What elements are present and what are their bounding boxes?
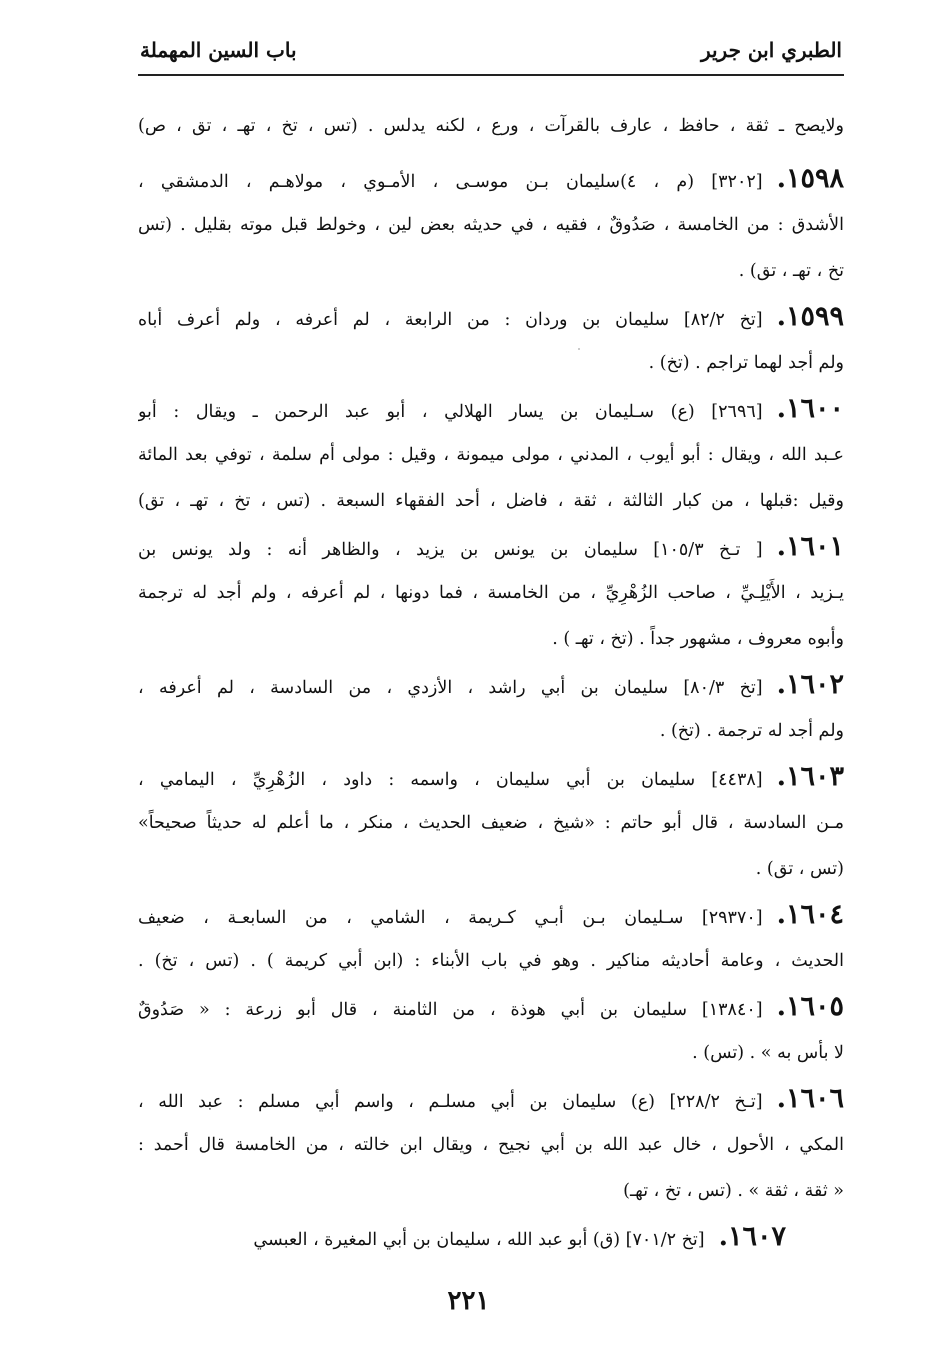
scan-speck (578, 348, 580, 350)
page-number: ٢٢١ (447, 1286, 490, 1316)
entry-number: ١٦٠٦. (776, 1083, 844, 1114)
entry-text: [ تـخ ١٠٥/٣] سليمان بن يونس بن يزيد ، والظاهر أنه : ولد يونس بن (138, 540, 763, 560)
entry-first-line (138, 754, 844, 800)
entry-number: ١٦٠٢. (776, 669, 844, 700)
entry-number: ١٦٠٠. (776, 393, 844, 424)
entry-number: ١٥٩٨. (776, 163, 844, 194)
entry-text: [تـخ ٢٢٨/٢] (ع) سليمان بن أبي مسلـم ، واسم أبي مسلم : عبد الله ، (138, 1092, 763, 1112)
text-line: مـن السادسة ، قال أبو حاتم : «شيخ ، ضعيف الحديث ، منكر ، ما أعلم له حديثاً صحيحاً» (138, 813, 844, 833)
header-book-author: الطبري ابن جرير (700, 38, 842, 62)
entry-number: ١٦٠٧. (718, 1221, 786, 1252)
entry-text: [١٣٨٤٠] سليمان بن أبي هوذة ، من الثامنة ، قال أبو زرعة : « صَدُوقٌ (138, 1000, 763, 1020)
entry-first-line (138, 294, 844, 340)
entry-text: [تخ ٨٠/٣] سليمان بن أبي راشد ، الأزدي ، من السادسة ، لم أعرفه ، (138, 678, 763, 698)
entry-number: ١٦٠٤. (776, 899, 844, 930)
entry-text: [٢٩٣٧٠] سـليمان بـن أبـي كـريمة ، الشامي ، من السابعـة ، ضعيف (138, 908, 763, 928)
text-line: المكي ، الأحول ، خال عبد الله بن أبي نجيح ، ويقال ابن خالته ، من الخامسة قال أحمد : (138, 1135, 844, 1155)
text-line: « ثقة ، ثقة » . (تس ، تخ ، تهـ) (623, 1181, 844, 1201)
header-chapter-title: باب السين المهملة (140, 38, 297, 62)
entry-number: ١٥٩٩. (776, 301, 844, 332)
entry-number: ١٦٠١. (776, 531, 844, 562)
text-line: لا بأس به » . (تس) . (692, 1043, 844, 1063)
entry-first-line (138, 662, 844, 708)
entry-number: ١٦٠٥. (776, 991, 844, 1022)
entry-text: [٤٤٣٨] سليمان بن أبي سليمان ، واسمه : داود ، الزُهْرِيِّ ، اليمامي ، (138, 770, 763, 790)
text-line: ولم أجد له ترجمة . (تخ) . (659, 721, 844, 741)
entry-first-line (138, 156, 844, 202)
entry-first-line (138, 984, 844, 1030)
text-line: ولم أجد لهما تراجم . (تخ) . (648, 353, 844, 373)
text-line: تخ ، تهـ ، تق) . (738, 261, 844, 281)
page-body (138, 96, 844, 1260)
entry-first-line (138, 1076, 844, 1122)
running-header (138, 32, 844, 76)
text-line: يـزيد ، الأَيْلِـيِّ ، صاحب الزُهْرِيِّ ، من الخامسة ، فما دونها ، لم أعرفه ، ولم أجد له ترجمة (138, 583, 844, 603)
entry-first-line (138, 386, 844, 432)
text-line: الحديث ، وعامة أحاديثه مناكير . وهو في باب الأبناء : (ابن أبي كريمة ) . (تس ، تخ) . (138, 951, 844, 971)
entry-first-line (138, 1214, 844, 1260)
entry-text: [٣٢٠٢] (م ، ٤)سليمان بـن موسـى ، الأمـوي ، مولاهـم ، الدمشقي ، (138, 172, 763, 192)
text-line: وأبوه معروف ، مشهور جداً . (تخ ، تهـ ) . (552, 629, 844, 649)
text-line: ولايصح ـ ثقة ، حافظ ، عارف بالقرآت ، ورع ، لكنه يدلس . (تس ، تخ ، تهـ ، تق ، ص) (138, 116, 844, 136)
entry-text: [٢٦٩٦] (ع) سـليمان بن يسار الهلالي ، أبو عبد الرحمن ـ ويقال : أبو (138, 402, 763, 422)
entry-first-line (138, 524, 844, 570)
entry-text: [تخ ٧٠١/٢] (ق) أبو عبد الله ، سليمان بن أبي المغيرة ، العبسي (253, 1230, 705, 1250)
entry-number: ١٦٠٣. (776, 761, 844, 792)
text-line: الأشدق : من الخامسة ، صَدُوقٌ ، فقيه ، في حديثه بعض لين ، وخولط قبل موته بقليل . (تس (138, 215, 844, 235)
text-line: (تس ، تق) . (755, 859, 844, 879)
entry-text: [تخ ٨٢/٢] سليمان بن وردان : من الرابعة ، لم أعرفه ، ولم أعرف أباه (138, 310, 763, 330)
entry-first-line (138, 892, 844, 938)
text-line: عـبد الله ، ويقال : أبو أيوب ، المدني ، مولى ميمونة ، وقيل : مولى أم سلمة ، توفي بعد المائة (138, 445, 844, 465)
text-line: وقيل :قبلها ، من كبار الثالثة ، ثقة ، فاضل ، أحد الفقهاء السبعة . (تس ، تخ ، تهـ ، تق) (138, 491, 844, 511)
